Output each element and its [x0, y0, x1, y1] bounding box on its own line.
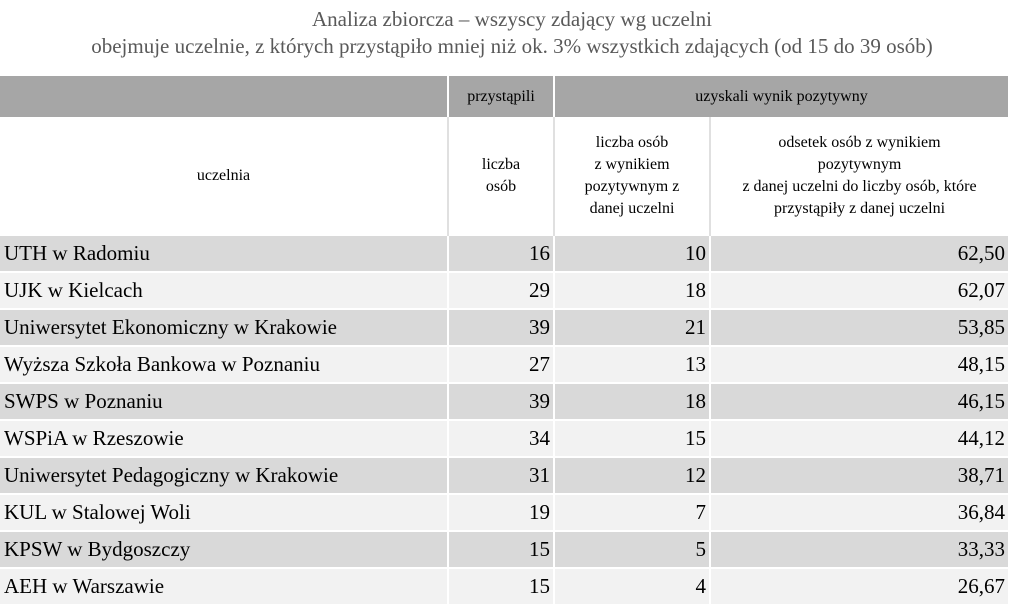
cell-liczba: 34: [448, 420, 554, 457]
cell-liczba: 29: [448, 272, 554, 309]
cell-uczelnia: WSPiA w Rzeszowie: [0, 420, 448, 457]
table-row: [0, 309, 1008, 346]
cell-odsetek: 33,33: [710, 531, 1008, 568]
cell-uczelnia: Wyższa Szkoła Bankowa w Poznaniu: [0, 346, 448, 383]
cell-odsetek: 53,85: [710, 309, 1008, 346]
cell-liczba: 31: [448, 457, 554, 494]
col-header-line: pozytywnym z: [584, 177, 680, 195]
col-header-line: odsetek osób z wynikiem: [778, 133, 941, 151]
cell-uczelnia: AEH w Warszawie: [0, 568, 448, 604]
table-row: [0, 383, 1008, 420]
cell-liczba: 15: [448, 568, 554, 604]
page-subtitle: obejmuje uczelnie, z których przystąpiło mniej niż ok. 3% wszystkich zdających (od 15 do 39 osób): [91, 34, 933, 58]
cell-liczba: 15: [448, 531, 554, 568]
col-header-odsetek: [710, 117, 1008, 235]
col-header-liczba-pozytywnych: [554, 117, 710, 235]
group-header-pozytywny: uzyskali wynik pozytywny: [554, 76, 1008, 117]
table-row: [0, 568, 1008, 604]
cell-odsetek: 62,50: [710, 235, 1008, 272]
cell-odsetek: 44,12: [710, 420, 1008, 457]
column-header-row: [0, 117, 1008, 235]
cell-liczba: 39: [448, 383, 554, 420]
col-header-line: przystąpiły z danej uczelni: [773, 199, 946, 217]
cell-liczba: 16: [448, 235, 554, 272]
cell-uczelnia: UTH w Radomiu: [0, 235, 448, 272]
cell-pozytywne: 12: [554, 457, 710, 494]
cell-pozytywne: 4: [554, 568, 710, 604]
table-row: [0, 457, 1008, 494]
group-header-empty: [0, 76, 448, 117]
cell-pozytywne: 13: [554, 346, 710, 383]
cell-odsetek: 26,67: [710, 568, 1008, 604]
cell-pozytywne: 7: [554, 494, 710, 531]
col-header-line: danej uczelni: [589, 199, 675, 217]
cell-odsetek: 48,15: [710, 346, 1008, 383]
cell-pozytywne: 15: [554, 420, 710, 457]
table-row: [0, 272, 1008, 309]
cell-uczelnia: Uniwersytet Pedagogiczny w Krakowie: [0, 457, 448, 494]
col-header-line: pozytywnym: [817, 155, 902, 173]
cell-odsetek: 38,71: [710, 457, 1008, 494]
table-row: [0, 235, 1008, 272]
cell-pozytywne: 18: [554, 272, 710, 309]
table-row: [0, 494, 1008, 531]
cell-liczba: 19: [448, 494, 554, 531]
cell-uczelnia: UJK w Kielcach: [0, 272, 448, 309]
page-title: Analiza zbiorcza – wszyscy zdający wg uczelni: [312, 7, 712, 31]
col-header-line: z wynikiem: [594, 155, 670, 173]
group-header-row: [0, 76, 1008, 117]
cell-odsetek: 62,07: [710, 272, 1008, 309]
cell-odsetek: 36,84: [710, 494, 1008, 531]
cell-liczba: 39: [448, 309, 554, 346]
col-header-line: z danej uczelni do liczby osób, które: [742, 177, 977, 195]
cell-pozytywne: 21: [554, 309, 710, 346]
col-header-liczba: [448, 117, 554, 235]
cell-uczelnia: Uniwersytet Ekonomiczny w Krakowie: [0, 309, 448, 346]
table-row: [0, 531, 1008, 568]
group-header-przystapili: przystąpili: [448, 76, 554, 117]
cell-odsetek: 46,15: [710, 383, 1008, 420]
cell-uczelnia: KUL w Stalowej Woli: [0, 494, 448, 531]
col-header-liczba-line: liczba: [481, 155, 521, 173]
results-table: [0, 76, 1008, 604]
col-header-line: liczba osób: [595, 133, 669, 151]
col-header-uczelnia: uczelnia: [0, 117, 448, 235]
table-row: [0, 420, 1008, 457]
cell-pozytywne: 18: [554, 383, 710, 420]
table-row: [0, 346, 1008, 383]
cell-uczelnia: SWPS w Poznaniu: [0, 383, 448, 420]
cell-liczba: 27: [448, 346, 554, 383]
cell-pozytywne: 5: [554, 531, 710, 568]
cell-uczelnia: KPSW w Bydgoszczy: [0, 531, 448, 568]
col-header-liczba-line: osób: [485, 177, 517, 195]
cell-pozytywne: 10: [554, 235, 710, 272]
table-body: [0, 235, 1008, 604]
